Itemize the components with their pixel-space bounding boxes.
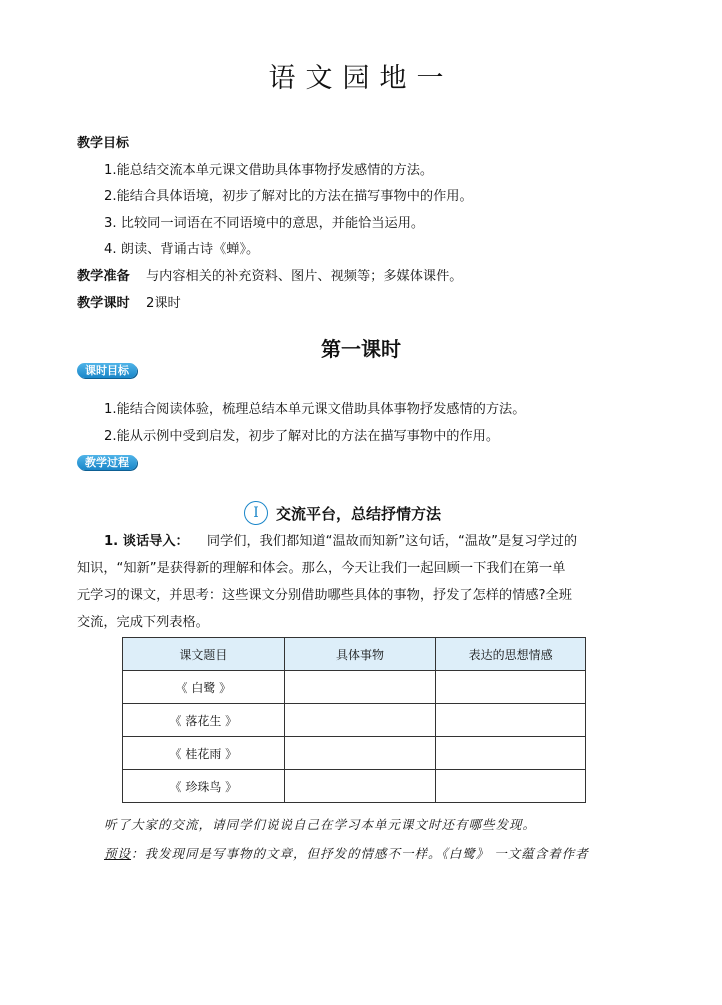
preparation-text: 与内容相关的补充资料、图片、视频等；多媒体课件。 [145,269,463,284]
objective-item: 3. 比较同一词语在不同语境中的意思，并能恰当运用。 [104,216,425,231]
objective-item: 4. 朗读、背诵古诗《蝉》。 [104,242,260,257]
table-cell [284,671,436,704]
table-cell [284,737,436,770]
table-cell [436,671,586,704]
lesson-goal-item: 1.能结合阅读体验，梳理总结本单元课文借助具体事物抒发感情的方法。 [104,402,526,417]
intro-step-label: 1. 谈话导入： [104,534,189,549]
lesson-goal-tag: 课时目标 [77,363,137,378]
process-tag: 教学过程 [77,455,137,470]
preparation-label: 教学准备 [77,269,130,284]
hours-label: 教学课时 [77,296,130,311]
table-header: 课文题目 [123,638,285,671]
table-cell: 《 珍珠鸟 》 [123,770,285,803]
preset-label: 预设 [104,846,132,861]
table-header: 表达的思想情感 [436,638,586,671]
page-title: 语文园地一 [268,63,454,94]
table-row [123,704,586,737]
table-cell [284,704,436,737]
intro-line: 同学们，我们都知道“温故而知新”这句话，“温故”是复习学过的 [206,534,578,549]
preset-line [104,844,589,862]
intro-line: 交流，完成下列表格。 [77,615,209,630]
part1-heading: 交流平台，总结抒情方法 [276,505,442,523]
objective-item: 2.能结合具体语境，初步了解对比的方法在描写事物中的作用。 [104,189,473,204]
intro-line: 知识，“知新”是获得新的理解和体会。那么，今天让我们一起回顾一下我们在第一单 [77,561,566,576]
lesson-title: 第一课时 [321,337,401,361]
section-numeral-icon: I [244,501,268,525]
objective-item: 1.能总结交流本单元课文借助具体事物抒发感情的方法。 [104,163,434,178]
lesson-goal-item: 2.能从示例中受到启发，初步了解对比的方法在描写事物中的作用。 [104,429,500,444]
intro-line: 元学习的课文，并思考：这些课文分别借助哪些具体的事物，抒发了怎样的情感?全班 [77,588,572,603]
table-cell: 《 桂花雨 》 [123,737,285,770]
preparation-row [77,265,462,284]
table-cell: 《 落花生 》 [123,704,285,737]
table-cell [436,770,586,803]
summary-table [122,637,586,803]
notes-line: 听了大家的交流，请同学们说说自己在学习本单元课文时还有哪些发现。 [104,817,537,832]
hours-row [77,292,181,311]
objectives-heading: 教学目标 [77,136,130,151]
table-cell: 《 白鹭 》 [123,671,285,704]
table-row [123,671,586,704]
table-cell [284,770,436,803]
table-row [123,737,586,770]
hours-text: 2课时 [145,296,181,311]
intro-paragraph [77,528,637,636]
table-row [123,770,586,803]
preset-text: ：我发现同是写事物的文章，但抒发的情感不一样。《白鹭》 一文蕴含着作者 [131,846,589,861]
table-cell [436,704,586,737]
table-cell [436,737,586,770]
table-header: 具体事物 [284,638,436,671]
table-header-row [123,638,586,671]
